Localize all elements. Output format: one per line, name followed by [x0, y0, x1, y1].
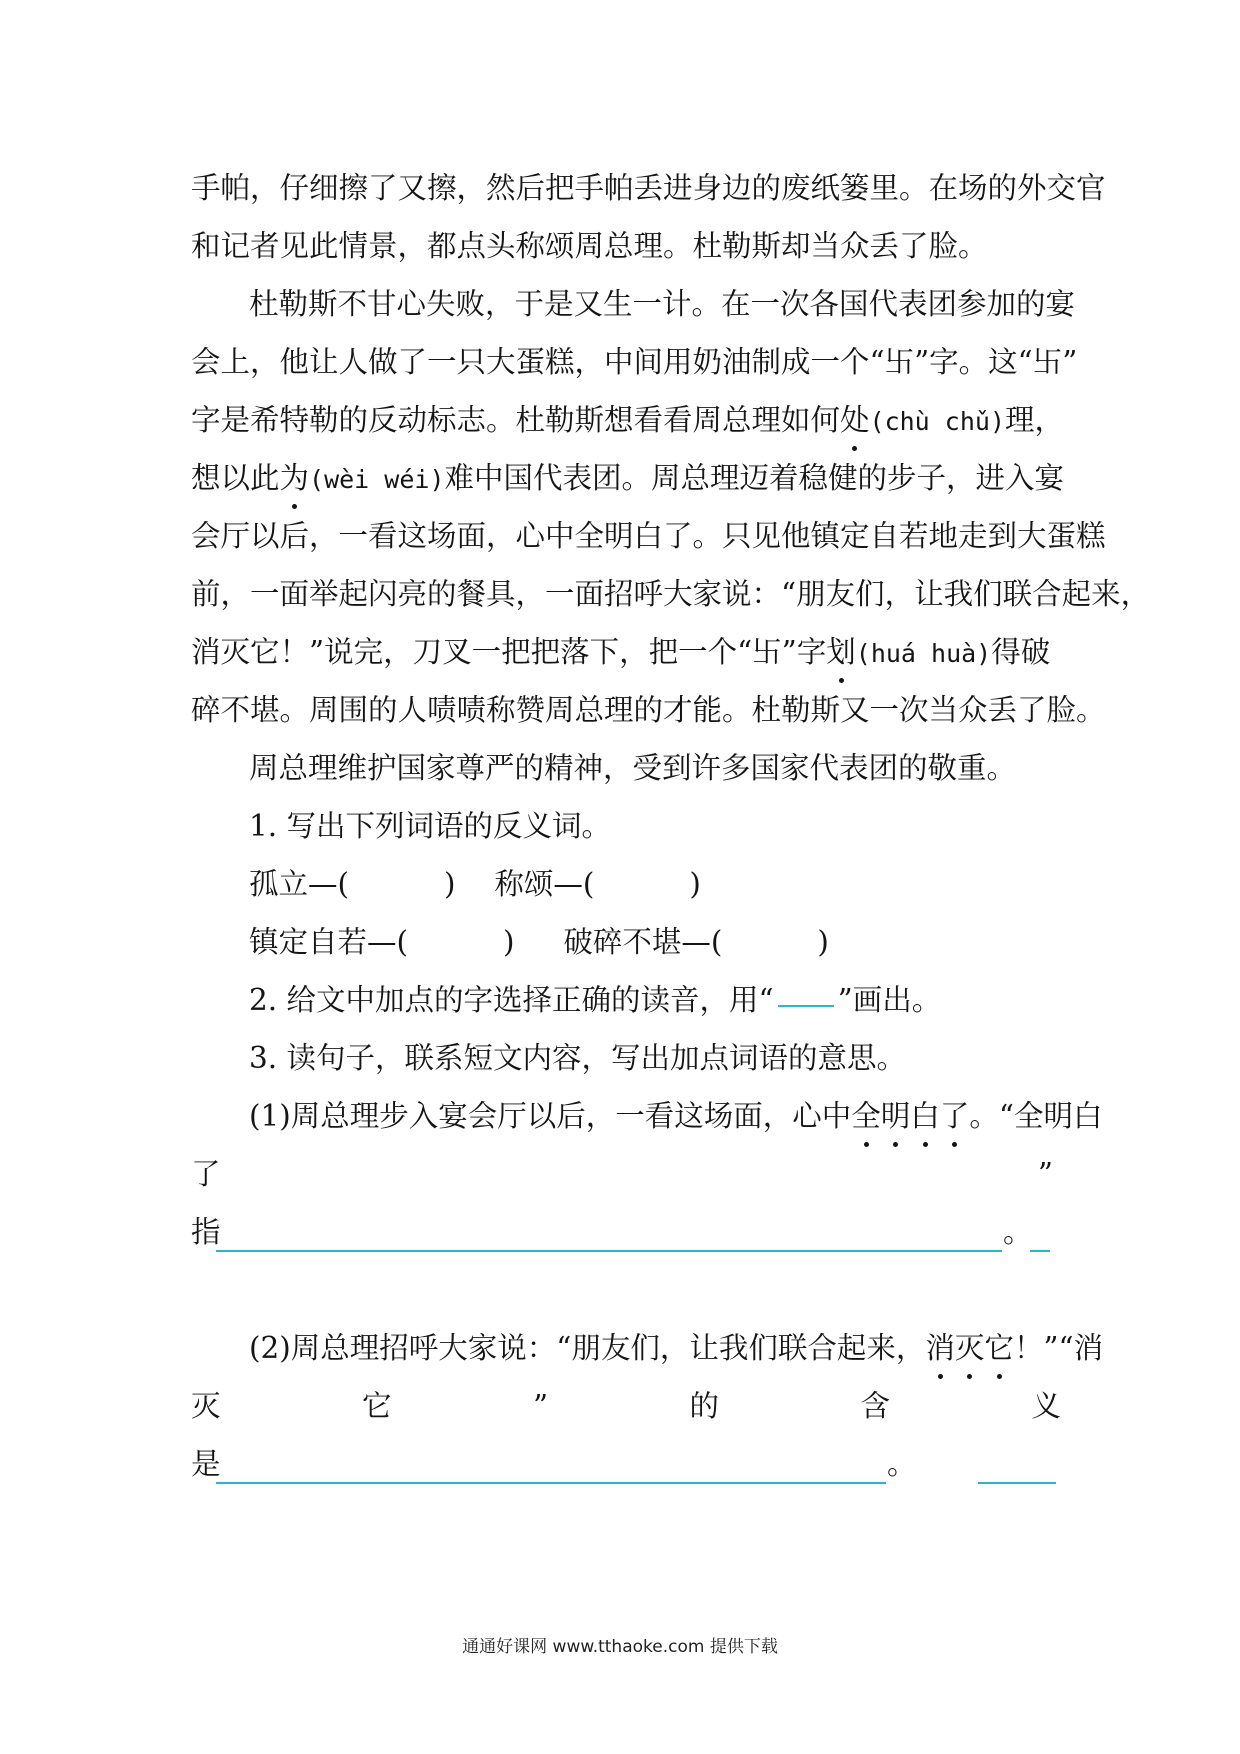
dotted-char: 处: [840, 400, 870, 440]
passage-line-11: 周总理维护国家尊严的精神，受到许多国家代表团的敬重。: [249, 751, 1017, 785]
pinyin-options: (chù chǔ): [869, 407, 1005, 436]
answer-line[interactable]: [216, 1250, 1002, 1252]
pinyin-options: (huá huà): [855, 639, 992, 668]
text-segment: 理，: [1005, 403, 1065, 437]
question-2: [249, 980, 1119, 1020]
question-3-1: [249, 1096, 1103, 1136]
dotted-char: 白: [910, 1096, 940, 1136]
passage-line-1: 手帕，仔细擦了又擦，然后把手帕丢进身边的废纸篓里。在场的外交官: [191, 171, 1106, 205]
text-segment: 。“全明白: [969, 1099, 1103, 1133]
antonym-prompt: 破碎不堪—(: [563, 925, 723, 959]
text-segment: 指: [191, 1215, 221, 1249]
question-3-1-line-3: [191, 1212, 1061, 1252]
text-segment: (1)周总理步入宴会厅以后，一看这场面，心中: [249, 1099, 852, 1133]
text-segment: 难中国代表团。周总理迈着稳健的步子，进入宴: [444, 461, 1065, 495]
dotted-char: 为: [280, 458, 310, 498]
antonym-prompt: 镇定自若—(: [249, 925, 409, 959]
dotted-char: 它: [984, 1328, 1014, 1368]
text-segment: 是: [191, 1447, 221, 1481]
passage-line-2: 和记者见此情景，都点头称颂周总理。杜勒斯却当众丢了脸。: [191, 229, 988, 263]
passage-line-10: 碎不堪。周围的人啧啧称赞周总理的才能。杜勒斯又一次当众丢了脸。: [191, 693, 1106, 727]
answer-line: [1030, 1250, 1050, 1252]
spaced-char: 含: [860, 1389, 890, 1423]
close-paren: ): [503, 925, 515, 959]
text-segment: 。: [1003, 1215, 1033, 1249]
question-2-text-end: ”画出。: [837, 983, 942, 1017]
dotted-char: 划: [826, 632, 856, 672]
footer-watermark: 通通好课网 www.tthaoke.com 提供下载: [462, 1637, 778, 1657]
close-paren: ): [817, 925, 829, 959]
passage-line-6: [191, 458, 1065, 500]
question-1-row-1: [249, 864, 1119, 904]
question-3: 3. 读句子，联系短文内容，写出加点词语的意思。: [249, 1041, 907, 1075]
antonym-prompt: 称颂—(: [494, 867, 595, 901]
dotted-char: 全: [851, 1096, 881, 1136]
text-segment: 想以此: [191, 461, 280, 495]
answer-line[interactable]: [216, 1482, 886, 1484]
question-1-row-2: [249, 922, 1119, 962]
spaced-char: 它: [361, 1389, 392, 1423]
question-3-2-line-2: [191, 1386, 1061, 1426]
spaced-char: 灭: [191, 1389, 221, 1423]
underline-sample: [778, 1005, 834, 1007]
question-2-text: 2. 给文中加点的字选择正确的读音，用“: [249, 983, 774, 1017]
dotted-char: 了: [940, 1096, 970, 1136]
antonym-prompt: 孤立—(: [249, 867, 350, 901]
dotted-char: 明: [881, 1096, 911, 1136]
spaced-char: ”: [532, 1389, 549, 1423]
passage-line-3: 杜勒斯不甘心失败，于是又生一计。在一次各国代表团参加的宴: [249, 287, 1076, 321]
answer-line: [978, 1482, 1056, 1484]
text-segment: 了: [191, 1157, 221, 1191]
text-segment: (2)周总理招呼大家说：“朋友们，让我们联合起来，: [249, 1331, 926, 1365]
text-segment: 得破: [991, 635, 1051, 669]
close-paren: ): [689, 867, 701, 901]
close-paren: ): [444, 867, 456, 901]
text-segment: ！”“消: [1013, 1331, 1104, 1365]
dotted-char: 灭: [955, 1328, 985, 1368]
question-3-2: [249, 1328, 1104, 1368]
spaced-char: 义: [1031, 1389, 1061, 1423]
passage-line-7: 会厅以后，一看这场面，心中全明白了。只见他镇定自若地走到大蛋糕: [191, 519, 1106, 553]
question-1: 1. 写出下列词语的反义词。: [249, 809, 612, 843]
spaced-char: 的: [689, 1389, 719, 1423]
text-segment: ”: [1037, 1157, 1053, 1191]
passage-line-4: 会上，他让人做了一只大蛋糕，中间用奶油制成一个“卐”字。这“卐”: [191, 345, 1078, 379]
question-3-1-line-2: [191, 1154, 1061, 1194]
passage-line-5: [191, 400, 1065, 442]
passage-line-8: 前，一面举起闪亮的餐具，一面招呼大家说：“朋友们，让我们联合起来，: [191, 577, 1151, 611]
text-segment: 。: [887, 1447, 917, 1481]
text-segment: 字是希特勒的反动标志。杜勒斯想看看周总理如何: [191, 403, 841, 437]
passage-line-9: [191, 632, 1061, 674]
question-3-2-line-3: [191, 1444, 1061, 1484]
dotted-char: 消: [925, 1328, 955, 1368]
pinyin-options: (wèi wéi): [309, 465, 445, 494]
text-segment: 消灭它！”说完，刀叉一把把落下，把一个“卐”字: [191, 635, 827, 669]
